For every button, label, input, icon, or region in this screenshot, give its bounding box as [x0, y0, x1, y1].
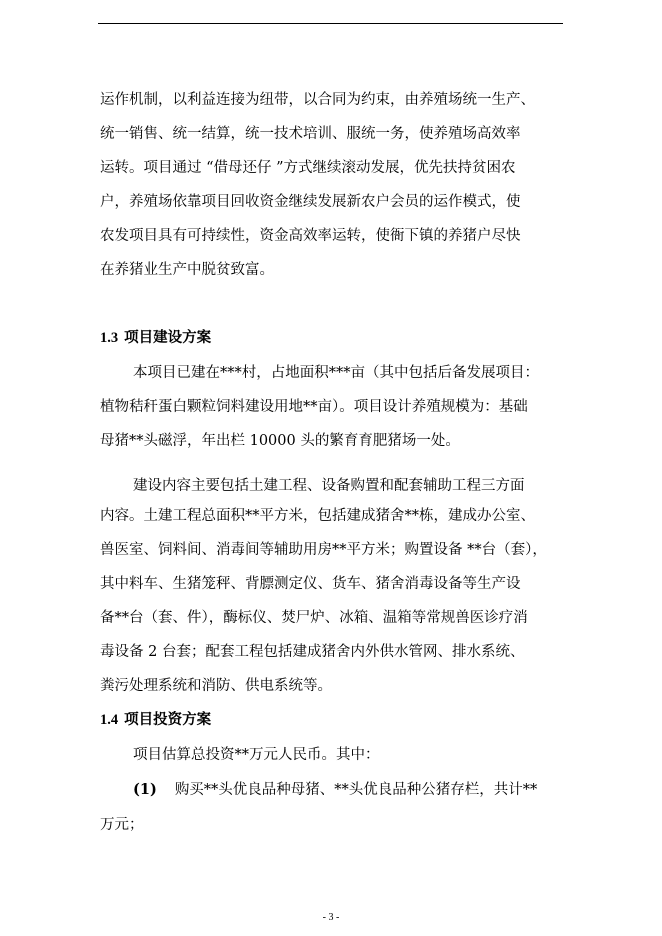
list-item-1 — [133, 782, 662, 798]
paragraph-line: 毒设备 2 台套；配套工程包括建成猪舍内外供水管网、排水系统、 — [100, 644, 525, 660]
paragraph-line: 植物秸秆蛋白颗粒饲料建设用地**亩）。项目设计养殖规模为：基础 — [100, 399, 528, 415]
page-number: - 3 - — [322, 912, 340, 923]
paragraph-line: 备**台（套、件），酶标仪、焚尸炉、冰箱、温箱等常规兽医诊疗消 — [100, 610, 528, 626]
paragraph-line: 在养猪业生产中脱贫致富。 — [100, 262, 274, 278]
paragraph-line: 农发项目具有可持续性，资金高效率运转，使衙下镇的养猪户尽快 — [100, 228, 521, 244]
paragraph-line: 万元； — [100, 817, 144, 833]
section-title: 项目投资方案 — [124, 711, 212, 728]
paragraph-line: 运转。项目通过 “借母还仔 ”方式继续滚动发展，优先扶持贫困农 — [100, 160, 516, 176]
paragraph-line: 统一销售、统一结算，统一技术培训、服统一务，使养殖场高效率 — [100, 126, 521, 142]
section-number: 1.4 — [100, 712, 119, 728]
paragraph-line: 其中料车、生猪笼秤、背膘测定仪、货车、猪舍消毒设备等生产设 — [100, 576, 521, 592]
section-title: 项目建设方案 — [124, 329, 212, 346]
paragraph-line: 母猪**头磁浮，年出栏 10000 头的繁育育肥猪场一处。 — [100, 433, 460, 449]
paragraph-line: 兽医室、饲料间、消毒间等辅助用房**平方米；购置设备 **台（套）， — [100, 542, 547, 558]
paragraph-line: 户，养殖场依靠项目回收资金继续发展新农户会员的运作模式，使 — [100, 194, 521, 210]
paragraph-line: 建设内容主要包括土建工程、设备购置和配套辅助工程三方面 — [133, 478, 525, 494]
paragraph-line: 运作机制，以利益连接为纽带，以合同为约束，由养殖场统一生产、 — [100, 92, 535, 108]
paragraph-line: 项目估算总投资**万元人民币。其中： — [133, 747, 380, 763]
header-rule — [98, 23, 563, 24]
paragraph-line: 本项目已建在***村，占地面积***亩（其中包括后备发展项目： — [133, 365, 539, 381]
section-heading-1-3 — [100, 330, 211, 346]
section-heading-1-4 — [100, 712, 211, 728]
paragraph-line: 内容。土建工程总面积**平方米，包括建成猪舍**栋，建成办公室、 — [100, 508, 535, 524]
list-number: (1) — [133, 781, 157, 798]
section-number: 1.3 — [100, 330, 119, 346]
paragraph-line: 粪污处理系统和消防、供电系统等。 — [100, 678, 332, 694]
list-item-text: 购买**头优良品种母猪、**头优良品种公猪存栏，共计** — [174, 782, 538, 798]
